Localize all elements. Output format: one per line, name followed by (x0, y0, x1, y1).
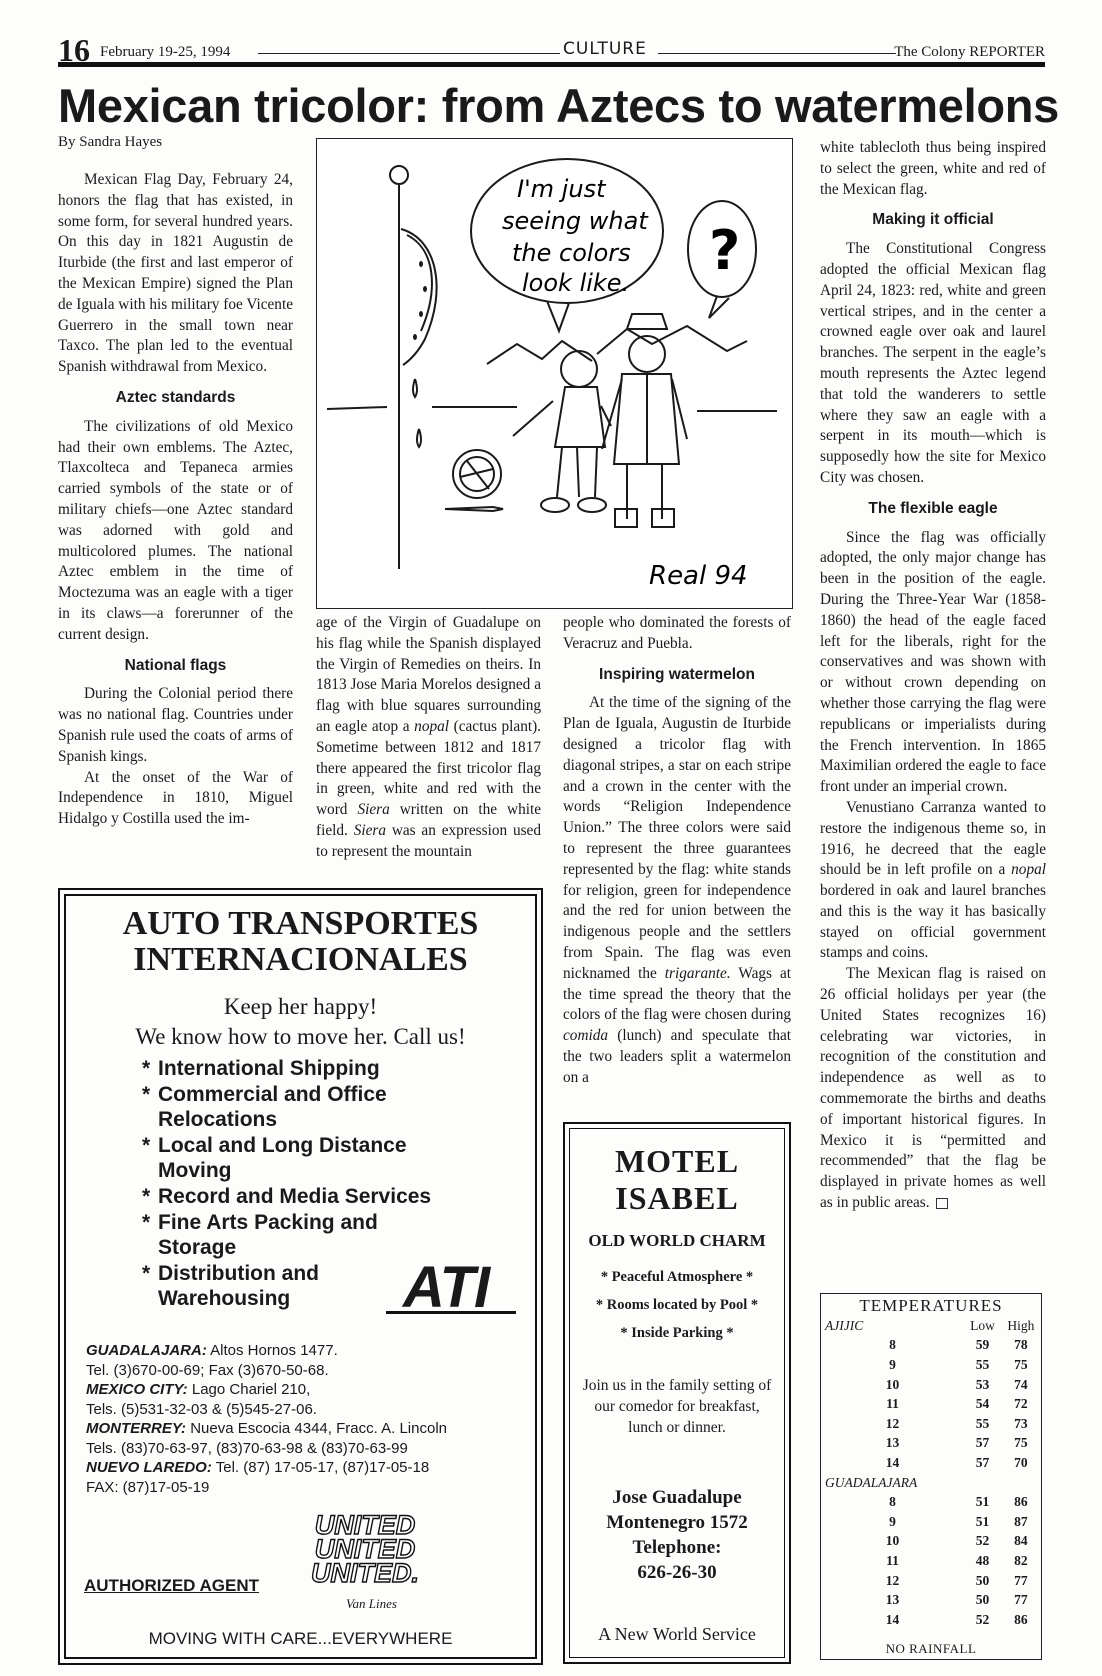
high-temp-cell: 75 (1014, 1435, 1028, 1451)
address-line: Tel. (3)670-00-69; Fax (3)670-50-68. (86, 1361, 329, 1379)
day-cell: 11 (886, 1396, 899, 1412)
article-column-1 (58, 170, 293, 830)
paragraph: At the time of the signing of the Plan de Iguala, Augustin de Iturbide designed a tricolor flag with diagonal stripes, a star on each stripe and a crown in the center with the words “Religion Independence Union.” The three colors were said to represent the three guarantees represented by the flag: white stands for religion, green for independence and the red for union between the indigenous people and the settlers from Spain. The flag was even nicknamed the trigarante. Wags at the time spread the theory that the colors of the flag were chosen during comida (lunch) and speculate that the two leaders split a watermelon on a (563, 694, 792, 1086)
day-cell: 9 (889, 1356, 896, 1372)
low-temp-cell: 55 (975, 1415, 990, 1431)
low-temp-cell: 50 (975, 1572, 990, 1588)
address-line: FAX: (87)17-05-19 (86, 1478, 210, 1496)
paragraph: The civilizations of old Mexico had their own emblems. The Aztec, Tlaxcolteca and Tepaneca armies carried symbols of the state or of military chiefs—one Aztec standard was adorned with gold and multicolored plumes. The national Aztec emblem in the time of Moctezuma was an eagle with a tiger in its claws—a forerunner of the current design. (58, 417, 293, 643)
high-temp-cell: 87 (1014, 1513, 1028, 1529)
service-item: * Distribution and Warehousing (136, 1261, 436, 1311)
day-cell: 12 (885, 1572, 900, 1588)
day-cell: 14 (885, 1611, 900, 1627)
day-cell: 8 (889, 1337, 896, 1353)
service-item: * Record and Media Services (136, 1184, 436, 1209)
high-temp-cell: 74 (1014, 1376, 1028, 1392)
table-row (821, 1532, 1041, 1552)
service-item: * Commercial and Office Relocations (136, 1082, 436, 1132)
table-row (821, 1355, 1041, 1375)
table-row (821, 1551, 1041, 1571)
motel-name: MOTEL ISABEL (614, 1143, 740, 1216)
motel-description: Join us in the family setting of our comedor for breakfast, lunch or dinner. (582, 1377, 772, 1436)
high-temp-cell: 70 (1014, 1454, 1028, 1470)
motel-feature: * Inside Parking * (620, 1325, 734, 1341)
high-temp-cell: 77 (1014, 1572, 1028, 1588)
day-cell: 11 (886, 1552, 899, 1568)
cartoon-drawing (317, 139, 791, 607)
low-temp-cell: 55 (975, 1356, 990, 1372)
ati-addresses (86, 1341, 516, 1497)
subhead: Making it official (872, 211, 994, 229)
ati-logo: ATI (403, 1255, 490, 1320)
high-temp-cell: 77 (1014, 1592, 1028, 1608)
motel-contact: Jose Guadalupe Montenegro 1572 Telephone: 626-26-30 (606, 1487, 748, 1583)
low-temp-cell: 53 (975, 1376, 990, 1392)
table-row (821, 1492, 1041, 1512)
temperatures-title: TEMPERATURES (859, 1296, 1003, 1315)
paragraph: white tablecloth thus being inspired to select the green, white and red of the Mexican flag. (820, 139, 1046, 198)
ati-ad-frame (64, 894, 537, 1659)
ati-advertisement (58, 888, 543, 1665)
city-name: AJIJIC (825, 1317, 864, 1333)
paper-name: The Colony REPORTER (894, 44, 1045, 60)
issue-date: February 19-25, 1994 (100, 44, 231, 60)
city-header-row (821, 1473, 1041, 1493)
united-van-lines-logo: UNITED UNITED UNITED. (311, 1510, 419, 1588)
authorized-agent-label: AUTHORIZED AGENT (84, 1576, 260, 1595)
subhead: The flexible eagle (868, 499, 998, 517)
table-row (821, 1610, 1041, 1630)
low-temp-cell: 51 (975, 1494, 990, 1510)
article-column-3 (563, 613, 791, 1089)
address-line: NUEVO LAREDO: Tel. (87) 17-05-17, (87)17-05-18 (86, 1459, 430, 1476)
high-temp-cell: 73 (1014, 1415, 1028, 1431)
table-row (821, 1571, 1041, 1591)
table-row (821, 1394, 1041, 1414)
address-line: Tels. (5)531-32-03 & (5)545-27-06. (86, 1400, 317, 1418)
high-temp-cell: 86 (1014, 1611, 1028, 1627)
day-cell: 13 (885, 1435, 900, 1451)
city-header-row (821, 1316, 1041, 1336)
low-column-header: Low (970, 1317, 995, 1333)
paragraph: During the Colonial period there was no national flag. Countries under Spanish rule used the coats of arms of Spanish kings. (58, 685, 293, 765)
motel-feature: * Rooms located by Pool * (595, 1297, 759, 1313)
high-column-header: High (1007, 1317, 1035, 1333)
masthead-divider (58, 62, 1045, 67)
high-temp-cell: 72 (1014, 1396, 1028, 1412)
paragraph: The Mexican flag is raised on 26 official holidays per year (the United States recognizes 16) celebrating war victories, in recognition of the constitution and independence as well as to commemorate the births and deaths of important historical figures. In Mexico it is “permitted and recommended” that the flag be displayed in private homes as well as in public areas. (820, 965, 1046, 1212)
subhead: Aztec standards (115, 388, 236, 406)
low-temp-cell: 48 (975, 1552, 990, 1568)
day-cell: 12 (885, 1415, 900, 1431)
table-row (821, 1336, 1041, 1356)
high-temp-cell: 78 (1014, 1337, 1028, 1353)
masthead-rule (258, 53, 560, 54)
masthead-rule (658, 53, 896, 54)
end-mark-icon (936, 1198, 948, 1209)
ati-services-list (136, 1056, 436, 1312)
motel-ad-frame (569, 1128, 785, 1658)
table-row (821, 1434, 1041, 1454)
address-line: GUADALAJARA: Altos Hornos 1477. (86, 1342, 338, 1359)
temperatures-box (820, 1293, 1042, 1660)
speech-line: seeing what (502, 207, 648, 235)
day-cell: 8 (889, 1494, 896, 1510)
table-row (821, 1375, 1041, 1395)
low-temp-cell: 52 (975, 1533, 990, 1549)
table-row (821, 1453, 1041, 1473)
high-temp-cell: 82 (1014, 1552, 1028, 1568)
high-temp-cell: 86 (1014, 1494, 1028, 1510)
motel-subtitle: OLD WORLD CHARM (588, 1231, 766, 1250)
speech-line: look like. (522, 269, 630, 297)
temperatures-table (821, 1316, 1041, 1630)
speech-line: I'm just (517, 175, 606, 203)
low-temp-cell: 57 (975, 1454, 990, 1470)
table-row (821, 1414, 1041, 1434)
low-temp-cell: 51 (975, 1513, 990, 1529)
section-name: CULTURE (563, 39, 647, 59)
high-temp-cell: 84 (1014, 1533, 1028, 1549)
paragraph: The Constitutional Congress adopted the official Mexican flag April 24, 1823: red, white and green vertical stripes, and in the center a crowned eagle over oak and laurel branches. The serpent in the eagle’s mouth represents the Aztec legend that told the wanderers to settle where they saw an eagle with a serpent in its mouth—which is supposedly how the site for Mexico City was chosen. (820, 240, 1046, 486)
logo-underline (386, 1311, 516, 1314)
day-cell: 13 (885, 1592, 900, 1608)
address-line: Tels. (83)70-63-97, (83)70-63-98 & (83)70-63-99 (86, 1439, 408, 1457)
ati-slogan: MOVING WITH CARE...EVERYWHERE (148, 1629, 453, 1648)
motel-advertisement (563, 1122, 791, 1664)
rainfall-note: NO RAINFALL (885, 1641, 977, 1656)
subhead: Inspiring watermelon (599, 665, 755, 683)
cartoon-illustration (316, 138, 793, 609)
table-row (821, 1590, 1041, 1610)
service-item: * Local and Long Distance Moving (136, 1133, 436, 1183)
ati-tagline: We know how to move her. Call us! (135, 1024, 466, 1049)
day-cell: 10 (885, 1376, 900, 1392)
subhead: National flags (124, 656, 227, 674)
byline: By Sandra Hayes (58, 134, 163, 150)
table-row (821, 1512, 1041, 1532)
low-temp-cell: 52 (975, 1611, 990, 1627)
high-temp-cell: 75 (1014, 1356, 1028, 1372)
ati-ad-title: AUTO TRANSPORTES INTERNACIONALES (122, 905, 479, 978)
low-temp-cell: 50 (975, 1592, 990, 1608)
day-cell: 10 (885, 1533, 900, 1549)
paragraph: Mexican Flag Day, February 24, honors the flag that has existed, in some form, for several hundred years. On this day in 1821 Augustin de Iturbide (the first and last emperor of the Mexican Empire) signed the Plan de Iguala with his military foe Vicente Guerrero in the small town near Taxco. The plan led to the eventual Spanish withdrawal from Mexico. (58, 171, 293, 376)
paragraph: age of the Virgin of Guadalupe on his flag while the Spanish displayed the Virgin of Remedies on theirs. In 1813 Jose Maria Morelos designed a flag with blue squares surrounding an eagle atop a nopal (cactus plant). Sometime between 1812 and 1817 there appeared the first tricolor flag in green, white and red with the word Siera written on the white field. Siera was an expression used to represent the mountain (316, 614, 542, 860)
paragraph: Venustiano Carranza wanted to restore the indigenous theme so, in 1916, he decreed that the eagle should be in left profile on a nopal bordered in oak and laurel branches and this is the way it has basically stayed on official government stamps and coins. (820, 798, 1046, 962)
motel-feature: * Peaceful Atmosphere * (600, 1269, 754, 1285)
low-temp-cell: 54 (975, 1396, 990, 1412)
service-item: * International Shipping (136, 1056, 436, 1081)
low-temp-cell: 57 (975, 1435, 990, 1451)
van-lines-label: Van Lines (346, 1596, 397, 1611)
paragraph: At the onset of the War of Independence in 1810, Miguel Hidalgo y Costilla used the im- (58, 768, 293, 828)
ati-tagline: Keep her happy! (223, 994, 378, 1019)
low-temp-cell: 59 (975, 1337, 990, 1353)
question-mark: ? (709, 219, 741, 282)
paragraph: people who dominated the forests of Veracruz and Puebla. (563, 614, 791, 652)
cartoonist-signature: Real 94 (649, 561, 748, 591)
paragraph: Since the flag was officially adopted, the only major change has been in the position of the eagle. During the Three-Year War (1858-1860) the head of the eagle faced left for the liberals, right for the conservatives and was shown with or without crown depending on whether those carrying the flag were republicans or imperialists during the French intervention. In 1865 Maximilian ordered the eagle to face front under an imperial crown. (820, 528, 1046, 796)
day-cell: 14 (885, 1454, 900, 1470)
article-column-4 (820, 138, 1046, 1214)
city-name: GUADALAJARA (825, 1474, 918, 1490)
service-item: * Fine Arts Packing and Storage (136, 1210, 436, 1260)
speech-line: the colors (512, 239, 631, 267)
address-line: MEXICO CITY: Lago Chariel 210, (86, 1381, 311, 1398)
article-column-2 (316, 613, 541, 863)
address-line: MONTERREY: Nueva Escocia 4344, Fracc. A. Lincoln (86, 1420, 447, 1437)
motel-slogan: A New World Service (598, 1624, 756, 1644)
day-cell: 9 (889, 1513, 896, 1529)
page-number: 16 (58, 32, 90, 68)
headline: Mexican tricolor: from Aztecs to watermelons (58, 79, 1060, 132)
